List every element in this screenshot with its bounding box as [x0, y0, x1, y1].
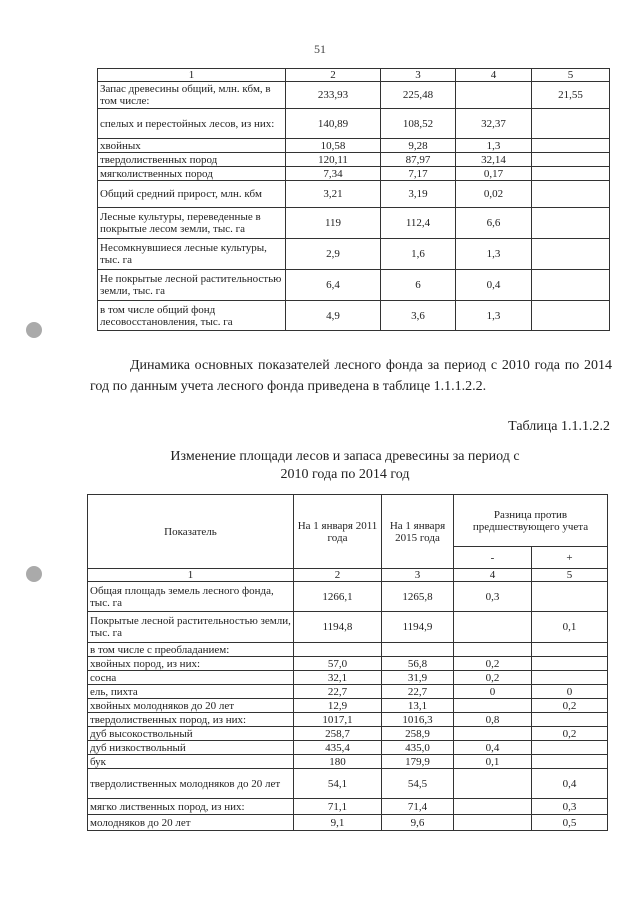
cell-value: 108,52	[381, 109, 456, 139]
table-row	[88, 643, 608, 657]
column-number: 5	[532, 69, 610, 82]
table-row	[88, 699, 608, 713]
cell-value: 0,4	[454, 741, 532, 755]
table-row	[88, 741, 608, 755]
table-caption: Таблица 1.1.1.2.2	[508, 419, 610, 434]
cell-value: 0,17	[456, 167, 532, 181]
cell-value: 0,3	[454, 582, 532, 612]
column-number: 1	[88, 569, 294, 582]
table-row	[88, 582, 608, 612]
cell-value	[532, 167, 610, 181]
cell-value: 119	[286, 208, 381, 239]
table-row	[88, 727, 608, 741]
cell-value	[532, 270, 610, 301]
cell-value: 1,6	[381, 239, 456, 270]
column-number: 3	[382, 569, 454, 582]
cell-value: 180	[294, 755, 382, 769]
column-number: 1	[98, 69, 286, 82]
cell-value: 54,5	[382, 769, 454, 799]
cell-value: 0,02	[456, 181, 532, 208]
header-difference: Разница против предшествующего учета	[454, 495, 608, 547]
row-label: Общий средний прирост, млн. кбм	[98, 181, 286, 208]
cell-value: 57,0	[294, 657, 382, 671]
row-label: Лесные культуры, переведенные в покрытые лесом земли, тыс. га	[98, 208, 286, 239]
table-header-row	[88, 495, 608, 547]
table-row	[98, 270, 610, 301]
cell-value	[454, 769, 532, 799]
cell-value: 0	[532, 685, 608, 699]
row-label: твердолиственных пород	[98, 153, 286, 167]
cell-value: 1266,1	[294, 582, 382, 612]
cell-value: 9,6	[382, 815, 454, 831]
column-number: 4	[456, 69, 532, 82]
cell-value	[382, 643, 454, 657]
cell-value: 0	[454, 685, 532, 699]
table-row	[98, 181, 610, 208]
cell-value: 0,4	[456, 270, 532, 301]
cell-value: 120,11	[286, 153, 381, 167]
cell-value: 1194,9	[382, 612, 454, 643]
cell-value: 0,5	[532, 815, 608, 831]
cell-value: 1016,3	[382, 713, 454, 727]
table-row	[88, 685, 608, 699]
cell-value: 31,9	[382, 671, 454, 685]
cell-value: 10,58	[286, 139, 381, 153]
cell-value	[532, 643, 608, 657]
table-row	[88, 713, 608, 727]
cell-value: 9,1	[294, 815, 382, 831]
table-row	[98, 301, 610, 331]
cell-value: 71,1	[294, 799, 382, 815]
cell-value	[532, 181, 610, 208]
row-label: спелых и перестойных лесов, из них:	[98, 109, 286, 139]
table-row	[98, 208, 610, 239]
body-paragraph: Динамика основных показателей лесного фонда за период с 2010 года по 2014 год по данным учета лесного фонда приведена в таблице 1.1.1.2.2.	[90, 358, 612, 394]
punch-hole-icon	[26, 566, 42, 582]
cell-value: 21,55	[532, 82, 610, 109]
cell-value: 6	[381, 270, 456, 301]
cell-value	[532, 153, 610, 167]
cell-value	[294, 643, 382, 657]
column-number: 3	[381, 69, 456, 82]
forest-area-change-table	[87, 494, 608, 831]
cell-value	[532, 741, 608, 755]
row-label: хвойных молодняков до 20 лет	[88, 699, 294, 713]
cell-value: 6,4	[286, 270, 381, 301]
cell-value: 32,37	[456, 109, 532, 139]
cell-value: 1017,1	[294, 713, 382, 727]
row-label: мягко лиственных пород, из них:	[88, 799, 294, 815]
cell-value: 3,6	[381, 301, 456, 331]
table-header-row	[98, 69, 610, 82]
cell-value	[454, 727, 532, 741]
row-label: ель, пихта	[88, 685, 294, 699]
cell-value: 0,2	[532, 727, 608, 741]
row-label: дуб низкоствольный	[88, 741, 294, 755]
header-plus: +	[532, 547, 608, 569]
cell-value: 2,9	[286, 239, 381, 270]
page-number: 51	[314, 42, 326, 56]
cell-value: 179,9	[382, 755, 454, 769]
cell-value: 3,21	[286, 181, 381, 208]
row-label: Покрытые лесной растительностью земли, тыс. га	[88, 612, 294, 643]
cell-value: 1,3	[456, 301, 532, 331]
table-row	[98, 153, 610, 167]
cell-value	[532, 109, 610, 139]
cell-value: 435,4	[294, 741, 382, 755]
cell-value: 0,8	[454, 713, 532, 727]
cell-value	[454, 643, 532, 657]
cell-value: 0,1	[532, 612, 608, 643]
cell-value: 54,1	[294, 769, 382, 799]
row-label: в том числе с преобладанием:	[88, 643, 294, 657]
cell-value: 1194,8	[294, 612, 382, 643]
cell-value: 12,9	[294, 699, 382, 713]
forest-stock-table	[97, 68, 610, 331]
cell-value: 56,8	[382, 657, 454, 671]
cell-value: 112,4	[381, 208, 456, 239]
cell-value: 22,7	[382, 685, 454, 699]
cell-value: 0,4	[532, 769, 608, 799]
cell-value: 1,3	[456, 139, 532, 153]
cell-value: 9,28	[381, 139, 456, 153]
row-label: дуб высокоствольный	[88, 727, 294, 741]
cell-value	[532, 208, 610, 239]
row-label: Общая площадь земель лесного фонда, тыс. га	[88, 582, 294, 612]
punch-hole-icon	[26, 322, 42, 338]
table-row	[98, 109, 610, 139]
cell-value: 71,4	[382, 799, 454, 815]
row-label: сосна	[88, 671, 294, 685]
header-2011: На 1 января 2011 года	[294, 495, 382, 569]
cell-value: 4,9	[286, 301, 381, 331]
table-row	[88, 657, 608, 671]
table-header-row	[88, 569, 608, 582]
cell-value: 140,89	[286, 109, 381, 139]
cell-value: 6,6	[456, 208, 532, 239]
column-number: 5	[532, 569, 608, 582]
cell-value: 32,14	[456, 153, 532, 167]
table-row	[88, 755, 608, 769]
cell-value	[454, 815, 532, 831]
cell-value	[454, 799, 532, 815]
cell-value: 0,2	[454, 671, 532, 685]
cell-value	[454, 699, 532, 713]
table-row	[98, 239, 610, 270]
table-row	[88, 815, 608, 831]
cell-value	[532, 713, 608, 727]
row-label: Не покрытые лесной растительностью земли, тыс. га	[98, 270, 286, 301]
row-label: твердолиственных пород, из них:	[88, 713, 294, 727]
column-number: 2	[294, 569, 382, 582]
cell-value: 0,3	[532, 799, 608, 815]
header-indicator: Показатель	[88, 495, 294, 569]
table-row	[98, 139, 610, 153]
header-2015: На 1 января 2015 года	[382, 495, 454, 569]
cell-value: 3,19	[381, 181, 456, 208]
cell-value: 0,1	[454, 755, 532, 769]
cell-value	[456, 82, 532, 109]
cell-value	[532, 755, 608, 769]
cell-value: 32,1	[294, 671, 382, 685]
table-row	[98, 167, 610, 181]
cell-value: 258,7	[294, 727, 382, 741]
cell-value: 0,2	[532, 699, 608, 713]
table-row	[88, 799, 608, 815]
cell-value: 0,2	[454, 657, 532, 671]
row-label: мягколиственных пород	[98, 167, 286, 181]
cell-value	[454, 612, 532, 643]
table-row	[98, 82, 610, 109]
row-label: бук	[88, 755, 294, 769]
column-number: 2	[286, 69, 381, 82]
cell-value: 258,9	[382, 727, 454, 741]
column-number: 4	[454, 569, 532, 582]
cell-value: 13,1	[382, 699, 454, 713]
cell-value: 22,7	[294, 685, 382, 699]
cell-value: 233,93	[286, 82, 381, 109]
row-label: хвойных	[98, 139, 286, 153]
cell-value: 225,48	[381, 82, 456, 109]
cell-value	[532, 657, 608, 671]
table-row	[88, 671, 608, 685]
table-row	[88, 769, 608, 799]
row-label: Несомкнувшиеся лесные культуры, тыс. га	[98, 239, 286, 270]
table-row	[88, 612, 608, 643]
cell-value	[532, 139, 610, 153]
cell-value	[532, 301, 610, 331]
cell-value: 87,97	[381, 153, 456, 167]
row-label: твердолиственных молодняков до 20 лет	[88, 769, 294, 799]
cell-value: 1,3	[456, 239, 532, 270]
cell-value: 7,34	[286, 167, 381, 181]
table-title: Изменение площади лесов и запаса древесины за период с 2010 года по 2014 год	[170, 449, 520, 482]
row-label: Запас древесины общий, млн. кбм, в том числе:	[98, 82, 286, 109]
header-minus: -	[454, 547, 532, 569]
cell-value	[532, 582, 608, 612]
cell-value: 1265,8	[382, 582, 454, 612]
cell-value: 435,0	[382, 741, 454, 755]
row-label: молодняков до 20 лет	[88, 815, 294, 831]
row-label: хвойных пород, из них:	[88, 657, 294, 671]
cell-value	[532, 671, 608, 685]
cell-value	[532, 239, 610, 270]
cell-value: 7,17	[381, 167, 456, 181]
row-label: в том числе общий фонд лесовосстановления, тыс. га	[98, 301, 286, 331]
